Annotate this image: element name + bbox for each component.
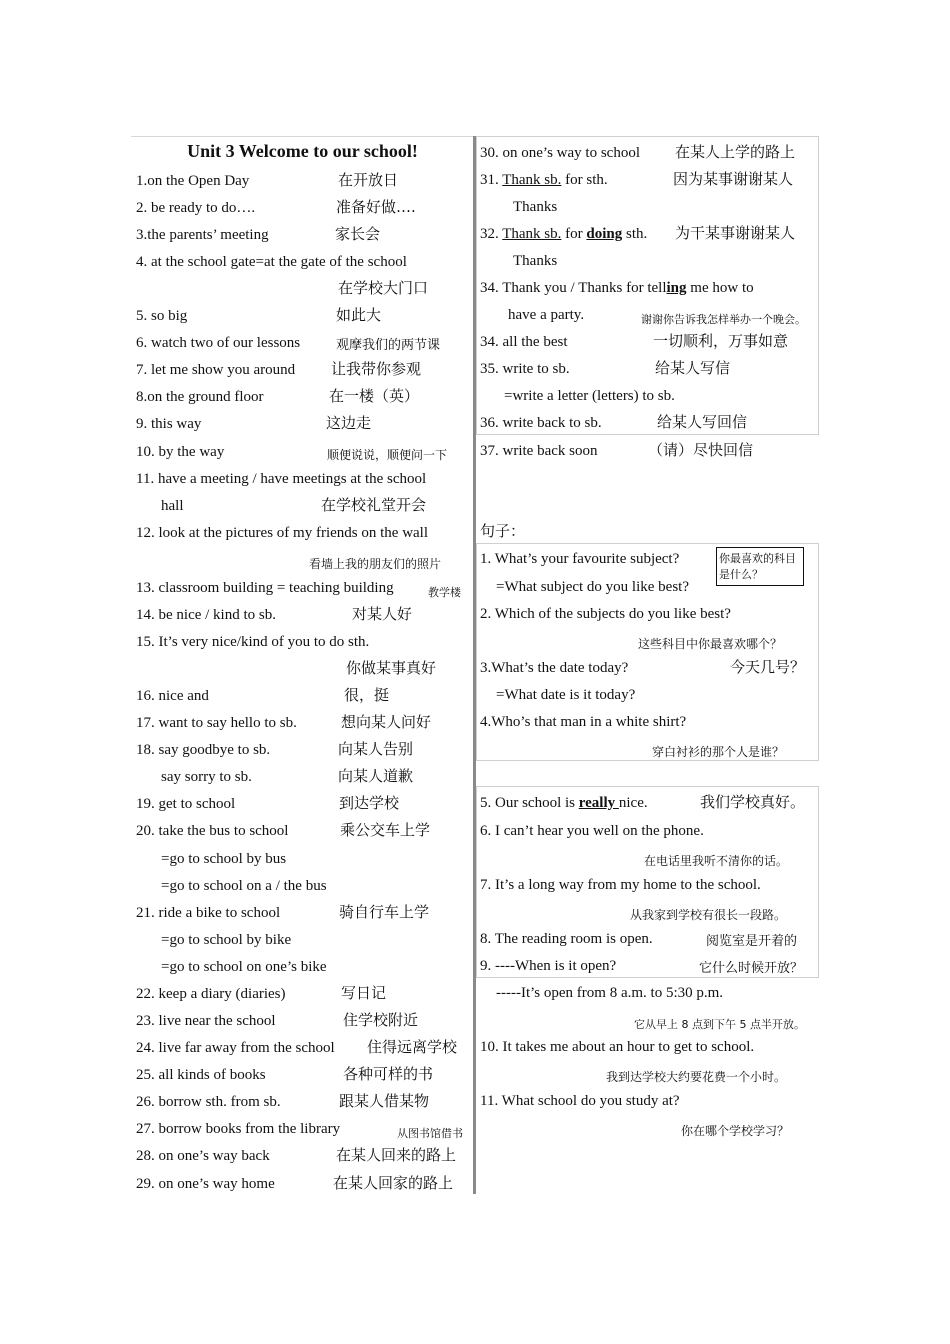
phrase-19: 19. get to school xyxy=(136,796,236,812)
phrase-28: 28. on one’s way back xyxy=(136,1148,270,1164)
phrase-2: 2. be ready to do…. xyxy=(136,200,256,216)
phrase-35: 35. write to sb. xyxy=(480,361,570,377)
sentences-heading: 句子： xyxy=(480,524,526,540)
phrase-20: 20. take the bus to school xyxy=(136,823,289,839)
phrase-32-rest: sth. xyxy=(622,226,648,242)
phrase-8: 8.on the ground floor xyxy=(136,389,264,405)
phrase-25: 25. all kinds of books xyxy=(136,1067,266,1083)
phrase-10: 10. by the way xyxy=(136,444,225,460)
phrase-21b: =go to school by bike xyxy=(161,932,292,948)
phrase-31-num: 31. xyxy=(480,172,503,188)
phrase-36: 36. write back to sb. xyxy=(480,415,602,431)
phrase-32 xyxy=(480,224,647,244)
phrase-20-zh: 乘公交车上学 xyxy=(340,821,431,839)
phrase-35b: =write a letter (letters) to sb. xyxy=(504,388,675,404)
phrase-37-zh: （请）尽快回信 xyxy=(648,441,754,459)
phrase-29-zh: 在某人回家的路上 xyxy=(333,1174,454,1192)
sentence-1-note-box xyxy=(716,547,804,586)
sentence-9: 9. ----When is it open? xyxy=(480,958,617,974)
phrase-22: 22. keep a diary (diaries) xyxy=(136,986,286,1002)
sentence-5 xyxy=(480,793,648,813)
sentence-3: 3.What’s the date today? xyxy=(480,660,629,676)
phrase-32-num: 32. xyxy=(480,226,503,242)
phrase-32-doing: doing xyxy=(586,226,623,242)
phrase-31 xyxy=(480,170,608,190)
phrase-30-zh: 在某人上学的路上 xyxy=(675,143,796,161)
sentence-6: 6. I can’t hear you well on the phone. xyxy=(480,823,704,839)
phrase-24-zh: 住得远离学校 xyxy=(367,1038,458,1056)
phrase-18-zh: 向某人告别 xyxy=(338,740,414,758)
sentence-5-rest: nice. xyxy=(618,795,648,811)
sentence-2: 2. Which of the subjects do you like best? xyxy=(480,606,731,622)
phrase-21-zh: 骑自行车上学 xyxy=(339,903,430,921)
phrase-34-zh: 谢谢你告诉我怎样举办一个晚会。 xyxy=(641,313,806,326)
phrase-22-zh: 写日记 xyxy=(341,984,387,1002)
phrase-11: 11. have a meeting / have meetings at the school xyxy=(136,471,427,487)
phrase-31-thanks: Thanks xyxy=(513,199,558,215)
sentence-6-zh: 在电话里我听不清你的话。 xyxy=(644,854,789,868)
sentence-11: 11. What school do you study at? xyxy=(480,1093,680,1109)
phrase-18: 18. say goodbye to sb. xyxy=(136,742,271,758)
phrase-9: 9. this way xyxy=(136,416,202,432)
phrase-3-zh: 家长会 xyxy=(335,225,381,243)
sentence-7: 7. It’s a long way from my home to the school. xyxy=(480,877,761,893)
sentence-2-zh: 这些科目中你最喜欢哪个？ xyxy=(638,637,783,651)
phrase-6-zh: 观摩我们的两节课 xyxy=(336,338,441,353)
phrase-34-text: 34. Thank you / Thanks for tell xyxy=(480,280,667,296)
phrase-10-zh: 顺便说说，顺便问一下 xyxy=(327,448,448,462)
phrase-5-zh: 如此大 xyxy=(336,306,382,324)
phrase-34-rest: me how to xyxy=(686,280,754,296)
phrase-21: 21. ride a bike to school xyxy=(136,905,281,921)
phrase-9-zh: 这边走 xyxy=(326,414,372,432)
phrase-31-underlined: Thank sb. xyxy=(502,172,562,188)
sentence-8-zh: 阅览室是开着的 xyxy=(706,934,798,949)
phrase-18b-zh: 向某人道歉 xyxy=(338,767,414,785)
phrase-1: 1.on the Open Day xyxy=(136,173,250,189)
phrase-3: 3.the parents’ meeting xyxy=(136,227,269,243)
sentence-3-zh: 今天几号？ xyxy=(730,658,806,676)
phrase-11-zh: 在学校礼堂开会 xyxy=(321,496,427,514)
phrase-29: 29. on one’s way home xyxy=(136,1176,275,1192)
phrase-23: 23. live near the school xyxy=(136,1013,276,1029)
phrase-32-thanks: Thanks xyxy=(513,253,558,269)
sentence-10: 10. It takes me about an hour to get to school. xyxy=(480,1039,755,1055)
phrase-14: 14. be nice / kind to sb. xyxy=(136,607,276,623)
phrase-16: 16. nice and xyxy=(136,688,209,704)
phrase-24: 24. live far away from the school xyxy=(136,1040,335,1056)
phrase-8-zh: 在一楼（英） xyxy=(329,387,420,405)
phrase-26: 26. borrow sth. from sb. xyxy=(136,1094,281,1110)
phrase-13-zh: 教学楼 xyxy=(428,586,461,599)
phrase-19-zh: 到达学校 xyxy=(339,794,400,812)
phrase-34 xyxy=(480,278,754,298)
phrase-32-zh: 为干某事谢谢某人 xyxy=(675,224,796,242)
phrase-14-zh: 对某人好 xyxy=(352,605,413,623)
phrase-7-zh: 让我带你参观 xyxy=(331,360,422,378)
phrase-23-zh: 住学校附近 xyxy=(343,1011,419,1029)
phrase-20c: =go to school on a / the bus xyxy=(161,878,327,894)
phrase-1-zh: 在开放日 xyxy=(338,171,399,189)
phrase-18b: say sorry to sb. xyxy=(161,769,252,785)
phrase-13: 13. classroom building = teaching building xyxy=(136,580,394,596)
phrase-11-cont: hall xyxy=(161,498,184,514)
phrase-7: 7. let me show you around xyxy=(136,362,296,378)
phrase-34-ing: ing xyxy=(666,280,687,296)
sentence-10-zh: 我到达学校大约要花费一个小时。 xyxy=(606,1070,787,1084)
phrase-16-zh: 很，挺 xyxy=(344,686,390,704)
phrase-5: 5. so big xyxy=(136,308,188,324)
phrase-30: 30. on one’s way to school xyxy=(480,145,640,161)
phrase-15: 15. It’s very nice/kind of you to do sth. xyxy=(136,634,370,650)
phrase-25-zh: 各种可样的书 xyxy=(343,1065,434,1083)
sentence-1: 1. What’s your favourite subject? xyxy=(480,551,680,567)
phrase-12: 12. look at the pictures of my friends on the wall xyxy=(136,525,429,541)
sentence-5-text: 5. Our school is xyxy=(480,795,579,811)
phrase-4-zh: 在学校大门口 xyxy=(338,279,429,297)
phrase-27: 27. borrow books from the library xyxy=(136,1121,341,1137)
phrase-36-zh: 给某人写回信 xyxy=(657,413,748,431)
phrase-12-zh: 看墙上我的朋友们的照片 xyxy=(309,557,442,571)
phrase-6: 6. watch two of our lessons xyxy=(136,335,301,351)
sentence-9b: -----It’s open from 8 a.m. to 5:30 p.m. xyxy=(496,985,724,1001)
page-title: Unit 3 Welcome to our school! xyxy=(187,141,418,161)
phrase-28-zh: 在某人回来的路上 xyxy=(336,1146,457,1164)
vocabulary-column-left xyxy=(131,136,474,1195)
phrase-35-zh: 给某人写信 xyxy=(655,359,731,377)
phrase-32-underlined: Thank sb. xyxy=(502,226,562,242)
phrase-37: 37. write back soon xyxy=(480,443,598,459)
phrase-21c: =go to school on one’s bike xyxy=(161,959,327,975)
sentence-4: 4.Who’s that man in a white shirt? xyxy=(480,714,687,730)
sentence-7-zh: 从我家到学校有很长一段路。 xyxy=(630,908,787,922)
phrase-34-cont: have a party. xyxy=(508,307,585,323)
sentence-9b-zh: 它从早上 8 点到下午 5 点半开放。 xyxy=(634,1018,805,1031)
phrase-32-for: for xyxy=(561,226,587,242)
sentence-5-really: really xyxy=(578,795,619,811)
phrase-27-zh: 从图书馆借书 xyxy=(397,1127,463,1140)
sentence-3b: =What date is it today? xyxy=(496,687,636,703)
sentence-8: 8. The reading room is open. xyxy=(480,931,653,947)
phrase-20b: =go to school by bus xyxy=(161,851,287,867)
phrase-31-zh: 因为某事谢谢某人 xyxy=(673,170,794,188)
phrase-17: 17. want to say hello to sb. xyxy=(136,715,297,731)
phrase-15-zh: 你做某事真好 xyxy=(346,659,437,677)
sentence-9-zh: 它什么时候开放？ xyxy=(699,961,804,976)
phrase-4: 4. at the school gate=at the gate of the school xyxy=(136,254,407,270)
phrase-31-rest: for sth. xyxy=(561,172,608,188)
sentence-5-zh: 我们学校真好。 xyxy=(700,793,806,811)
phrase-26-zh: 跟某人借某物 xyxy=(339,1092,430,1110)
phrase-34x-zh: 一切顺利，万事如意 xyxy=(653,332,789,350)
phrase-17-zh: 想向某人问好 xyxy=(341,713,432,731)
sentence-1b: =What subject do you like best? xyxy=(496,579,689,595)
phrase-2-zh: 准备好做…. xyxy=(336,198,416,216)
sentence-1-note: 你最喜欢的科目是什么？ xyxy=(719,552,796,581)
sentence-4-zh: 穿白衬衫的那个人是谁？ xyxy=(652,745,785,759)
phrase-34x: 34. all the best xyxy=(480,334,568,350)
vocabulary-column-right xyxy=(476,136,818,1194)
sentence-11-zh: 你在哪个学校学习？ xyxy=(681,1124,790,1138)
